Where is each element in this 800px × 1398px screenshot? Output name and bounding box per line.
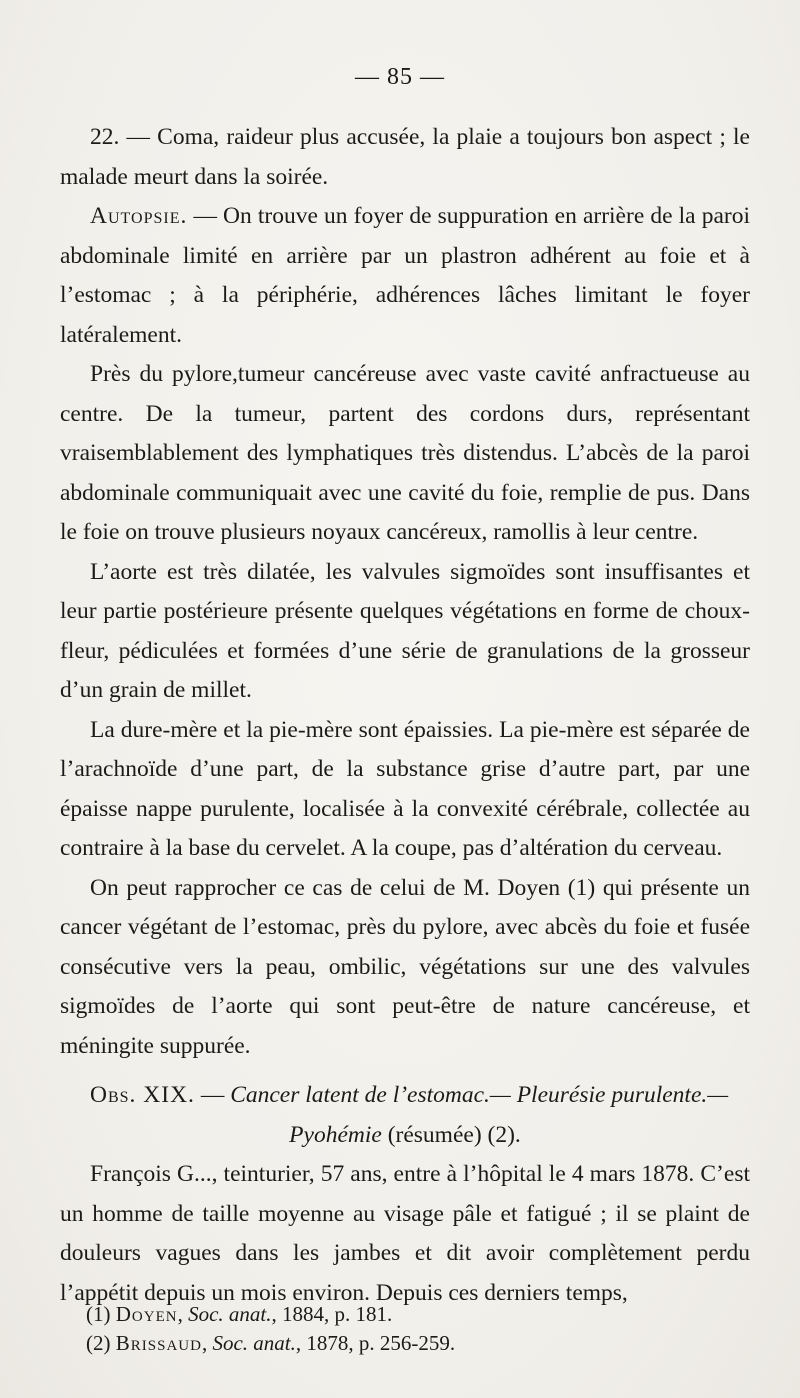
footnote-2-number: (2) bbox=[86, 1331, 116, 1355]
footnote-1 bbox=[86, 1300, 746, 1329]
paragraph-aorte: L’aorte est très dilatée, les valvules sigmoïdes sont insuffisantes et leur partie postérieure présente quelques végétations en forme de choux-fleur, pédiculées et formées d’une série de granulations de la grosseur d’un grain de millet. bbox=[60, 558, 750, 703]
observation-label: Obs. XIX. bbox=[90, 1082, 195, 1108]
footnotes bbox=[86, 1300, 746, 1358]
paragraph-coma: 22. — Coma, raideur plus accusée, la plaie a toujours bon aspect ; le malade meurt dans la soirée. bbox=[60, 124, 750, 190]
observation-subtitle-rest: (résumée) (2). bbox=[381, 1121, 521, 1148]
footnote-1-journal: Soc. anat. bbox=[188, 1302, 272, 1326]
footnote-1-number: (1) bbox=[86, 1302, 116, 1326]
footnote-1-reference: , 1884, p. 181. bbox=[271, 1302, 393, 1326]
paragraph-autopsie bbox=[60, 197, 750, 355]
autopsie-text: — On trouve un foyer de suppuration en arrière de la paroi abdominale limité en arrière par un plastron adhérent au foie et à l’estomac ; à la périphérie, adhérences lâches limitant le foyer latéralement. bbox=[60, 203, 750, 348]
footnote-1-separator: , bbox=[177, 1302, 189, 1326]
observation-dash: — bbox=[194, 1082, 231, 1108]
footnote-1-author: Doyen bbox=[115, 1302, 178, 1326]
paragraph-doyen: On peut rapprocher ce cas de celui de M. Doyen (1) qui présente un cancer végétant de l’estomac, près du pylore, avec abcès du foie et fusée consécutive vers la peau, ombilic, végétations sur une des valvules sigmoïdes de l’aorte qui sont peut-être de nature cancéreuse, et méningite suppurée. bbox=[60, 874, 750, 1059]
observation-subtitle-italic: Pyohémie bbox=[289, 1121, 382, 1148]
footnote-2-reference: , 1878, p. 256-259. bbox=[295, 1331, 456, 1355]
paragraph-francois: François G..., teinturier, 57 ans, entre à l’hôpital le 4 mars 1878. C’est un homme de taille moyenne au visage pâle et fatigué ; il se plaint de douleurs vagues dans les jambes et dit avoir complètement perdu l’appétit depuis un mois environ. Depuis ces derniers temps, bbox=[60, 1161, 750, 1306]
autopsie-label: Autopsie. bbox=[90, 203, 188, 229]
page-number: — 85 — bbox=[355, 64, 445, 90]
footnote-2-journal: Soc. anat. bbox=[212, 1331, 296, 1355]
footnote-2-author: Brissaud bbox=[115, 1331, 202, 1355]
observation-heading bbox=[60, 1076, 750, 1116]
paragraph-pylore: Près du pylore,tumeur cancéreuse avec vaste cavité anfractueuse au centre. De la tumeur, partent des cordons durs, représentant vraisemblablement des lymphatiques très distendus. L’abcès de la paroi abdominale communiquait avec une cavité du foie, remplie de pus. Dans le foie on trouve plusieurs noyaux cancéreux, ramollis à leur centre. bbox=[60, 361, 750, 545]
body-text bbox=[60, 118, 750, 1313]
observation-subtitle bbox=[60, 1116, 750, 1156]
paragraph-dure-mere: La dure-mère et la pie-mère sont épaissies. La pie-mère est séparée de l’arachnoïde d’une part, de la substance grise d’autre part, par une épaisse nappe purulente, localisée à la convexité cérébrale, collectée au contraire à la base du cervelet. A la coupe, pas d’altération du cerveau. bbox=[60, 716, 750, 861]
footnote-2 bbox=[86, 1329, 746, 1358]
observation-title: Cancer latent de l’estomac.— Pleurésie purulente.— bbox=[230, 1082, 729, 1108]
footnote-2-separator: , bbox=[201, 1331, 213, 1355]
